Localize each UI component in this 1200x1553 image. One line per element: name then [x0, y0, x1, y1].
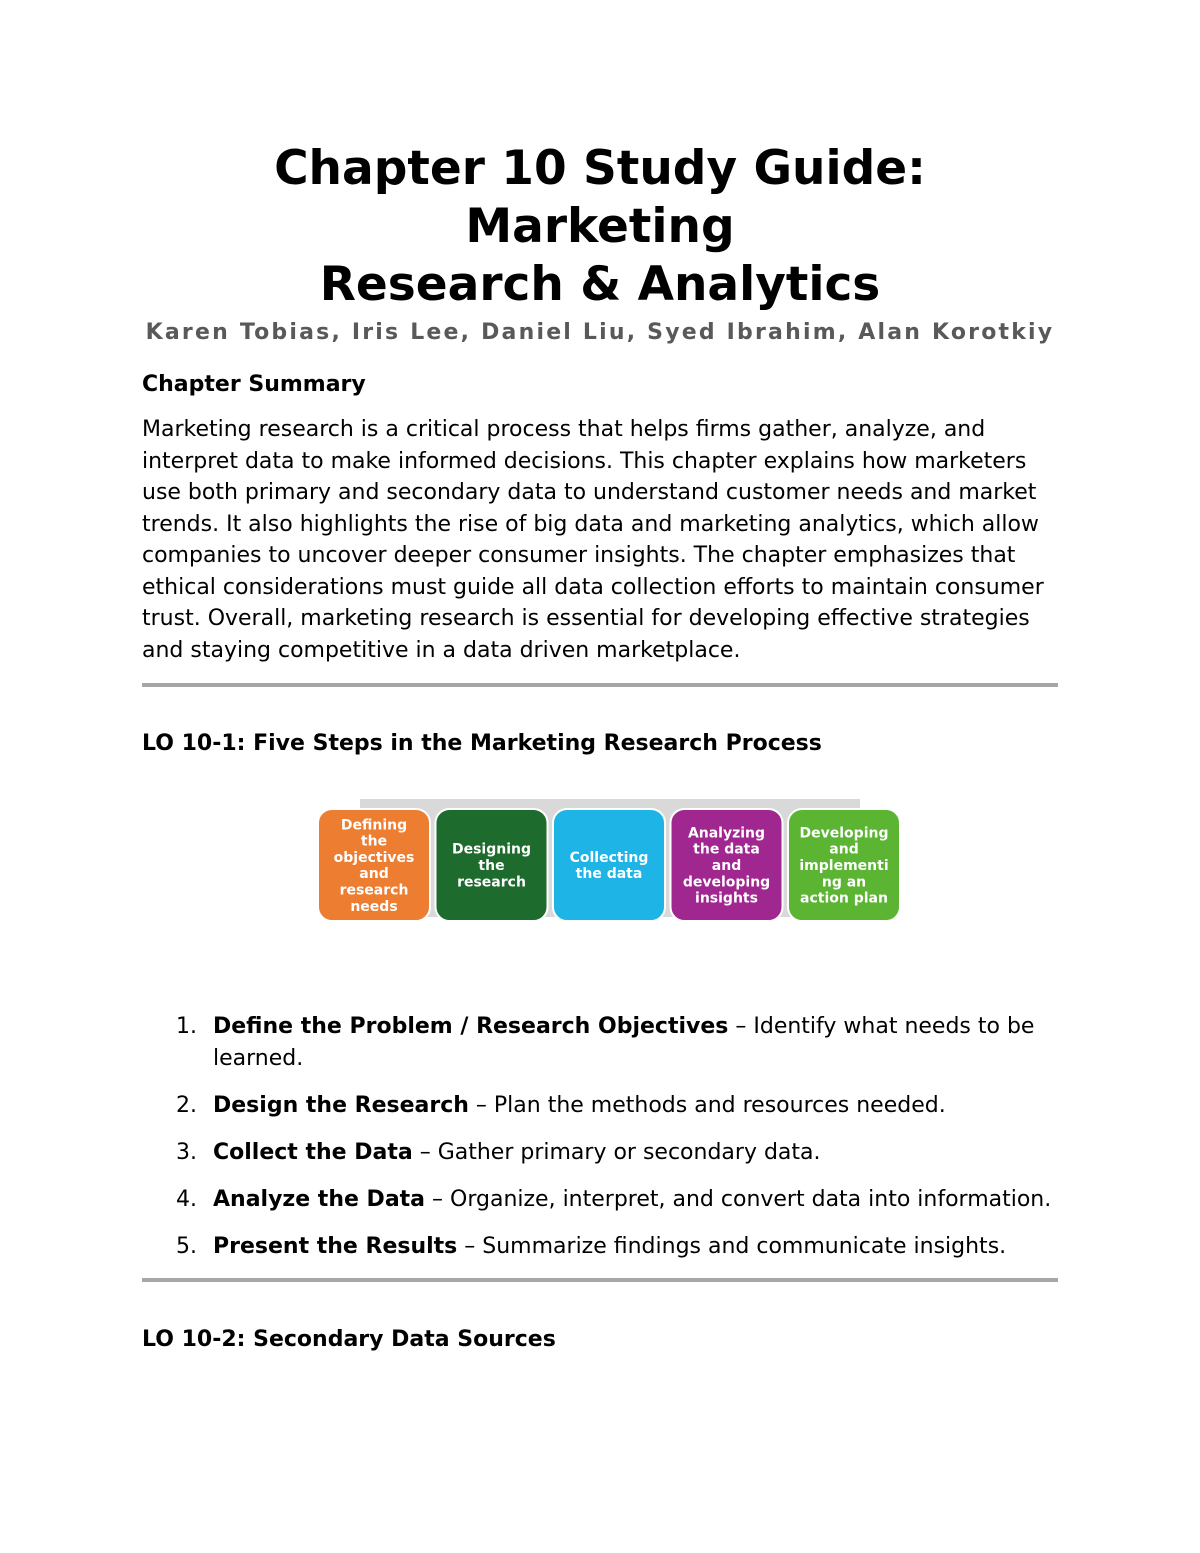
- research-process-diagram: [142, 795, 1058, 935]
- process-step-2: [436, 809, 548, 921]
- lo1-heading: LO 10-1: Five Steps in the Marketing Research Process: [142, 731, 822, 756]
- list-item-number: 4.: [176, 1186, 197, 1212]
- lo2-heading: LO 10-2: Secondary Data Sources: [142, 1326, 556, 1352]
- list-item-text: – Gather primary or secondary data.: [412, 1139, 821, 1165]
- process-step-label: the: [478, 858, 505, 874]
- list-item-text: – Summarize findings and communicate insights.: [457, 1233, 1007, 1259]
- process-step-5: [788, 809, 900, 921]
- list-item-title: Analyze the Data: [213, 1186, 426, 1212]
- list-item-number: 2.: [176, 1092, 197, 1118]
- process-step-4: [671, 809, 783, 921]
- document-content: [142, 140, 1058, 1355]
- process-step-label: developing: [682, 874, 771, 891]
- process-step-label: Analyzing: [687, 825, 766, 842]
- list-item-text: – Plan the methods and resources needed.: [468, 1092, 946, 1118]
- process-step-1: [318, 809, 430, 921]
- summary-body: Marketing research is a critical process that helps firms gather, analyze, and interpret data to make informed decisions. This chapter explains how marketers use both primary and secondary data to understand customer needs and market trends. It also highlights the rise of big data and marketing analytics, which allow companies to uncover deeper consumer insights. The chapter emphasizes that ethical considerations must guide all data collection efforts to maintain consumer trust. Overall, marketing research is essential for developing effective strategies and staying competitive in a data driven marketplace.: [142, 417, 1044, 663]
- process-step-label: insights: [695, 890, 758, 907]
- list-item-text: – Identify what needs to be learned.: [213, 1014, 1035, 1071]
- process-step-label: the data: [693, 841, 760, 858]
- process-diagram-svg: [318, 795, 902, 935]
- process-step-label: implementi: [799, 858, 889, 874]
- process-step-label: and: [711, 858, 742, 874]
- process-step-label: action plan: [800, 890, 888, 907]
- process-step-3: [553, 809, 665, 921]
- process-step-label: Defining: [340, 817, 408, 834]
- list-item-number: 3.: [176, 1139, 197, 1165]
- list-item-title: Define the Problem / Research Objectives: [213, 1014, 729, 1039]
- document-title: [142, 140, 1058, 314]
- list-item-title: Present the Results: [213, 1233, 458, 1259]
- process-step-label: needs: [350, 898, 398, 915]
- summary-heading: Chapter Summary: [142, 372, 366, 397]
- section-divider: [142, 683, 1058, 687]
- process-step-label: Developing: [799, 825, 889, 842]
- process-step-label: the: [360, 833, 388, 850]
- list-item-number: 5.: [176, 1233, 197, 1259]
- list-item-text: – Organize, interpret, and convert data into information.: [425, 1186, 1052, 1212]
- list-item-number: 1.: [176, 1014, 197, 1039]
- list-item: [142, 1011, 1058, 1074]
- title-line-2: Research & Analytics: [319, 257, 881, 312]
- list-item: [142, 1090, 1058, 1122]
- research-steps-list: [142, 1011, 1058, 1262]
- process-step-label: ng an: [821, 874, 867, 891]
- list-item: [142, 1137, 1058, 1169]
- list-item-title: Design the Research: [213, 1092, 469, 1118]
- process-step-label: research: [457, 874, 526, 891]
- process-step-label: Designing: [451, 841, 532, 858]
- process-step-label: Collecting: [569, 849, 649, 866]
- title-line-1: Chapter 10 Study Guide: Marketing: [274, 141, 926, 254]
- process-step-label: and: [829, 841, 859, 858]
- process-step-label: and: [359, 866, 389, 883]
- list-item-title: Collect the Data: [213, 1139, 413, 1165]
- list-item: [142, 1231, 1058, 1263]
- section-divider: [142, 1278, 1058, 1282]
- process-step-label: research: [339, 882, 409, 899]
- list-item: [142, 1184, 1058, 1216]
- process-step-label: the data: [575, 866, 643, 883]
- process-step-label: objectives: [333, 849, 415, 866]
- authors-line: Karen Tobias, Iris Lee, Daniel Liu, Syed Ibrahim, Alan Korotkiy: [145, 320, 1055, 345]
